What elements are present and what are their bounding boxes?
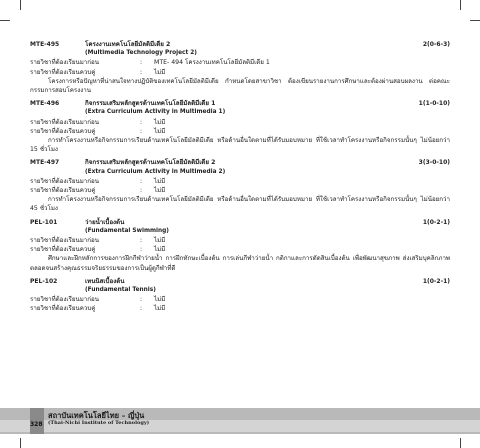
course-title-english: (Multimedia Technology Project 2) [85, 50, 197, 57]
course-title-english: (Extra Curriculum Activity in Multimedia 1) [85, 109, 226, 116]
crop-mark [0, 20, 10, 21]
crop-mark [20, 438, 21, 448]
course-title-thai: กิจกรรมเสริมหลักสูตรด้านเทคโนโลยีมัลติมีเดีย 1 [85, 100, 216, 108]
prerequisite-row [30, 58, 450, 67]
corequisite-row [30, 68, 450, 77]
course-entry [30, 40, 450, 95]
corequisite-value: ไม่มี [154, 305, 166, 313]
course-code: MTE-496 [30, 100, 60, 108]
course-title-thai: เทนนิสเบื้องต้น [85, 277, 125, 285]
course-credit: 3(3-0-10) [418, 159, 450, 167]
course-title-thai: ว่ายน้ำเบื้องต้น [85, 218, 125, 226]
course-description: ศึกษาและฝึกหลักการของการฝึกกีฬาว่ายน้ำ การฝึกทักษะเบื้องต้น การเล่นกีฬาว่ายน้ำ กติกาและการตัดสินเบื้องต้น เพื่อพัฒนาสุขภาพ ส่งเสริมบุคลิกภาพ ตลอดจนสร้างคุณธรรมจริยธรรมของการเป็นผู้ดูกีฬาที่ดี [30, 255, 450, 272]
course-title-english: (Fundamental Swimming) [85, 227, 169, 234]
course-list [30, 40, 450, 318]
course-credit: 1(0-2-1) [422, 277, 450, 285]
corequisite-label: รายวิชาที่ต้องเรียนควบคู่ [30, 127, 96, 135]
corequisite-value: ไม่มี [154, 187, 166, 195]
colon: : [140, 237, 143, 245]
course-credit: 1(0-2-1) [422, 218, 450, 226]
prerequisite-value: ไม่มี [154, 296, 166, 304]
course-code: MTE-495 [30, 41, 60, 48]
prerequisite-row [30, 295, 450, 304]
colon: : [140, 177, 143, 185]
corequisite-row [30, 186, 450, 195]
prerequisite-row [30, 236, 450, 245]
corequisite-row [30, 304, 450, 313]
course-entry [30, 99, 450, 154]
colon: : [140, 68, 143, 76]
prerequisite-label: รายวิชาที่ต้องเรียนมาก่อน [30, 296, 99, 304]
colon: : [140, 118, 143, 126]
course-description: การทำโครงงานหรือกิจกรรมการเรียนด้านเทคโนโลยีมัลติมีเดีย หรือด้านอื่นใดตามที่ได้รับมอบหมาย ที่ใช้เวลาทำโครงงานหรือกิจกรรมนั้นๆ ไม่น้อยกว่า 15 ชั่วโมง [30, 137, 450, 154]
course-entry [30, 277, 450, 314]
prerequisite-label: รายวิชาที่ต้องเรียนมาก่อน [30, 177, 99, 185]
corequisite-value: ไม่มี [154, 68, 166, 76]
course-code: MTE-497 [30, 159, 60, 167]
course-title-english: (Fundamental Tennis) [85, 287, 156, 294]
colon: : [140, 305, 143, 313]
corequisite-row [30, 127, 450, 136]
prerequisite-value: ไม่มี [154, 118, 166, 126]
prerequisite-value: ไม่มี [154, 177, 166, 185]
course-header [30, 218, 450, 227]
colon: : [140, 296, 143, 304]
course-entry [30, 218, 450, 273]
colon: : [140, 246, 143, 254]
prerequisite-value: MTE- 494 โครงงานเทคโนโลยีมัลติมีเดีย 1 [154, 59, 270, 67]
prerequisite-label: รายวิชาที่ต้องเรียนมาก่อน [30, 237, 99, 245]
prerequisite-label: รายวิชาที่ต้องเรียนมาก่อน [30, 59, 99, 67]
prerequisite-value: ไม่มี [154, 237, 166, 245]
corequisite-label: รายวิชาที่ต้องเรียนควบคู่ [30, 187, 96, 195]
crop-mark [460, 438, 461, 448]
institute-name-thai: สถาบันเทคโนโลยีไทย – ญี่ปุ่น [48, 411, 145, 420]
course-title-thai: โครงงานเทคโนโลยีมัลติมีเดีย 2 [85, 41, 171, 48]
course-description: โครงการหรือปัญหาที่น่าสนใจทางปฏิบัติของเทคโนโลยีมัลติมีเดีย กำหนดโดยสาขาวิชา ต้องเขียนรายงานการศึกษาและต้องผ่านสอบผลงาน ต่อคณะกรรมการสอบโครงงาน [30, 77, 450, 95]
prerequisite-row [30, 118, 450, 127]
course-code: PEL-102 [30, 277, 58, 285]
corequisite-label: รายวิชาที่ต้องเรียนควบคู่ [30, 305, 96, 313]
institute-name-english: (Thai-Nichi Institute of Technology) [48, 420, 150, 426]
course-title-thai: กิจกรรมเสริมหลักสูตรด้านเทคโนโลยีมัลติมีเดีย 2 [85, 159, 216, 167]
course-header [30, 40, 450, 49]
corequisite-label: รายวิชาที่ต้องเรียนควบคู่ [30, 246, 96, 254]
course-header [30, 277, 450, 286]
course-credit: 1(1-0-10) [418, 100, 450, 108]
corequisite-value: ไม่มี [154, 246, 166, 254]
corequisite-row [30, 245, 450, 254]
page-number: 328 [30, 421, 43, 428]
corequisite-value: ไม่มี [154, 127, 166, 135]
course-description: การทำโครงงานหรือกิจกรรมการเรียนด้านเทคโนโลยีมัลติมีเดีย หรือด้านอื่นใดตามที่ได้รับมอบหมาย ที่ใช้เวลาทำโครงงานหรือกิจกรรมนั้นๆ ไม่น้อยกว่า 45 ชั่วโมง [30, 196, 450, 213]
crop-mark [470, 20, 480, 21]
prerequisite-label: รายวิชาที่ต้องเรียนมาก่อน [30, 118, 99, 126]
course-header [30, 99, 450, 108]
colon: : [140, 187, 143, 195]
colon: : [140, 127, 143, 135]
prerequisite-row [30, 177, 450, 186]
course-title-english: (Extra Curriculum Activity in Multimedia 2) [85, 168, 226, 175]
crop-mark [20, 0, 21, 10]
colon: : [140, 59, 143, 67]
course-header [30, 158, 450, 167]
crop-mark [460, 0, 461, 10]
course-code: PEL-101 [30, 218, 58, 226]
course-entry [30, 158, 450, 213]
course-credit: 2(0-6-3) [422, 41, 450, 48]
corequisite-label: รายวิชาที่ต้องเรียนควบคู่ [30, 68, 96, 76]
